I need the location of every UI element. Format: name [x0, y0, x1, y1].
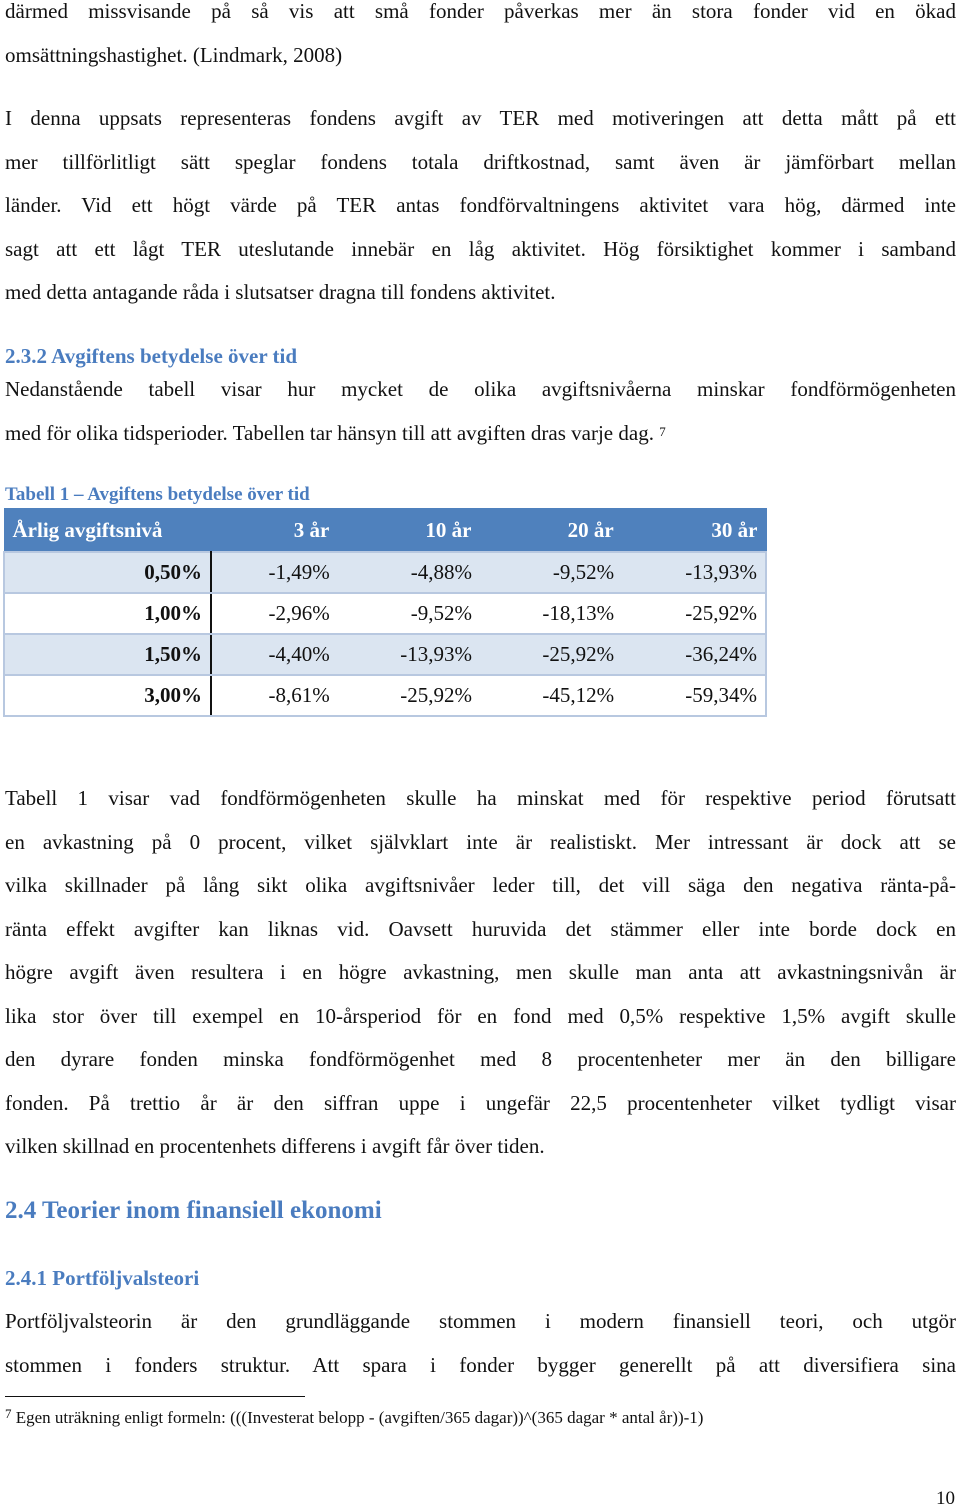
table-cell: -9,52% — [338, 593, 480, 634]
section-heading-2-3-2: 2.3.2 Avgiftens betydelse över tid — [5, 344, 298, 368]
table-cell: -13,93% — [622, 552, 766, 593]
table-cell: -1,49% — [211, 552, 338, 593]
table-row — [4, 593, 766, 634]
page-number: 10 — [936, 1488, 955, 1509]
table-row — [4, 634, 766, 675]
text-line: därmed missvisande på så vis att små fonder påverkas mer än stora fonder vid en ökad — [5, 0, 956, 23]
text-line: omsättningshastighet. (Lindmark, 2008) — [5, 42, 343, 67]
table-cell: -18,13% — [480, 593, 622, 634]
table-cell: -59,34% — [622, 675, 766, 716]
text-line: I denna uppsats representeras fondens avgift av TER med motiveringen att detta mått på ett — [5, 106, 956, 130]
section-heading-2-4-1: 2.4.1 Portföljvalsteori — [5, 1266, 200, 1290]
paragraph-portfolio-theory — [5, 1300, 956, 1387]
table-cell: -9,52% — [480, 552, 622, 593]
text-line: Tabell 1 visar vad fondförmögenheten skulle ha minskat med för respektive period förutsatt — [5, 786, 956, 810]
section-heading-2-4: 2.4 Teorier inom finansiell ekonomi — [5, 1197, 382, 1224]
table-cell: -4,40% — [211, 634, 338, 675]
table-row — [4, 675, 766, 716]
fee-impact-table — [3, 508, 767, 717]
column-header: 20 år — [480, 509, 622, 553]
text-line: med detta antagande råda i slutsatser dragna till fondens aktivitet. — [5, 280, 556, 304]
column-header: 30 år — [622, 509, 766, 553]
paragraph-table-discussion — [5, 777, 956, 1169]
table-cell: -8,61% — [211, 675, 338, 716]
footnote-number: 7 — [5, 1406, 12, 1421]
paragraph-ter — [5, 97, 956, 315]
text-line: Nedanstående tabell visar hur mycket de olika avgiftsnivåerna minskar fondförmögenheten — [5, 377, 956, 401]
table-cell: -2,96% — [211, 593, 338, 634]
paragraph-table-intro — [5, 368, 956, 455]
row-header-cell: 1,00% — [4, 593, 211, 634]
table-cell: -4,88% — [338, 552, 480, 593]
text-line: Portföljvalsteorin är den grundläggande stommen i modern finansiell teori, och utgör — [5, 1309, 956, 1333]
table-cell: -36,24% — [622, 634, 766, 675]
footnote-reference[interactable]: 7 — [659, 423, 666, 439]
text-line — [5, 412, 956, 456]
table-header-row — [4, 509, 766, 553]
text-line: mer tillförlitligt sätt speglar fondens totala driftkostnad, samt även är jämförbart mellan — [5, 149, 956, 174]
footnote-separator — [5, 1396, 305, 1397]
text-line: lika stor över till exempel en 10-årsperiod för en fond med 0,5% respektive 1,5% avgift skulle — [5, 1003, 956, 1028]
text-line: högre avgift även resultera i en högre avkastning, men skulle man anta att avkastningsnivån är — [5, 960, 956, 984]
row-header-cell: 1,50% — [4, 634, 211, 675]
text-line: en avkastning på 0 procent, vilket självklart inte är realistiskt. Mer intressant är dock att se — [5, 829, 956, 854]
table-cell: -45,12% — [480, 675, 622, 716]
table-cell: -25,92% — [480, 634, 622, 675]
text-line: vilken skillnad en procentenhets differens i avgift får över tiden. — [5, 1134, 545, 1158]
text-line: den dyrare fonden minska fondförmögenhet med 8 procentenheter mer än den billigare — [5, 1047, 956, 1071]
table-caption: Tabell 1 – Avgiftens betydelse över tid — [5, 484, 310, 505]
table-cell: -25,92% — [622, 593, 766, 634]
text-line-body: med för olika tidsperioder. Tabellen tar hänsyn till att avgiften dras varje dag. — [5, 420, 654, 445]
column-header: 3 år — [211, 509, 338, 553]
row-header-cell: 3,00% — [4, 675, 211, 716]
text-line: fonden. På trettio år är den siffran uppe i ungefär 22,5 procentenheter vilket tydligt visar — [5, 1090, 956, 1115]
paragraph-fund-size — [5, 0, 956, 77]
footnote — [5, 1408, 703, 1428]
text-line: stommen i fonders struktur. Att spara i fonder bygger generellt på att diversifiera sina — [5, 1352, 956, 1377]
row-header-cell: 0,50% — [4, 552, 211, 593]
table-row — [4, 552, 766, 593]
column-header: 10 år — [338, 509, 480, 553]
table-cell: -25,92% — [338, 675, 480, 716]
footnote-text: Egen uträkning enligt formeln: (((Investerat belopp - (avgiften/365 dagar))^(365 dagar * antal år))-1) — [15, 1408, 704, 1427]
column-header: Årlig avgiftsnivå — [4, 509, 211, 553]
text-line: länder. Vid ett högt värde på TER antas fondförvaltningens aktivitet vara hög, därmed inte — [5, 193, 956, 217]
text-line: sagt att ett lågt TER uteslutande innebär en låg aktivitet. Hög försiktighet kommer i samband — [5, 236, 956, 261]
text-line: ränta effekt avgifter kan liknas vid. Oavsett huruvida det stämmer eller inte borde dock en — [5, 916, 956, 941]
table-cell: -13,93% — [338, 634, 480, 675]
text-line: vilka skillnader på lång sikt olika avgiftsnivåer leder till, det vill säga den negativa ränta-på- — [5, 873, 956, 897]
